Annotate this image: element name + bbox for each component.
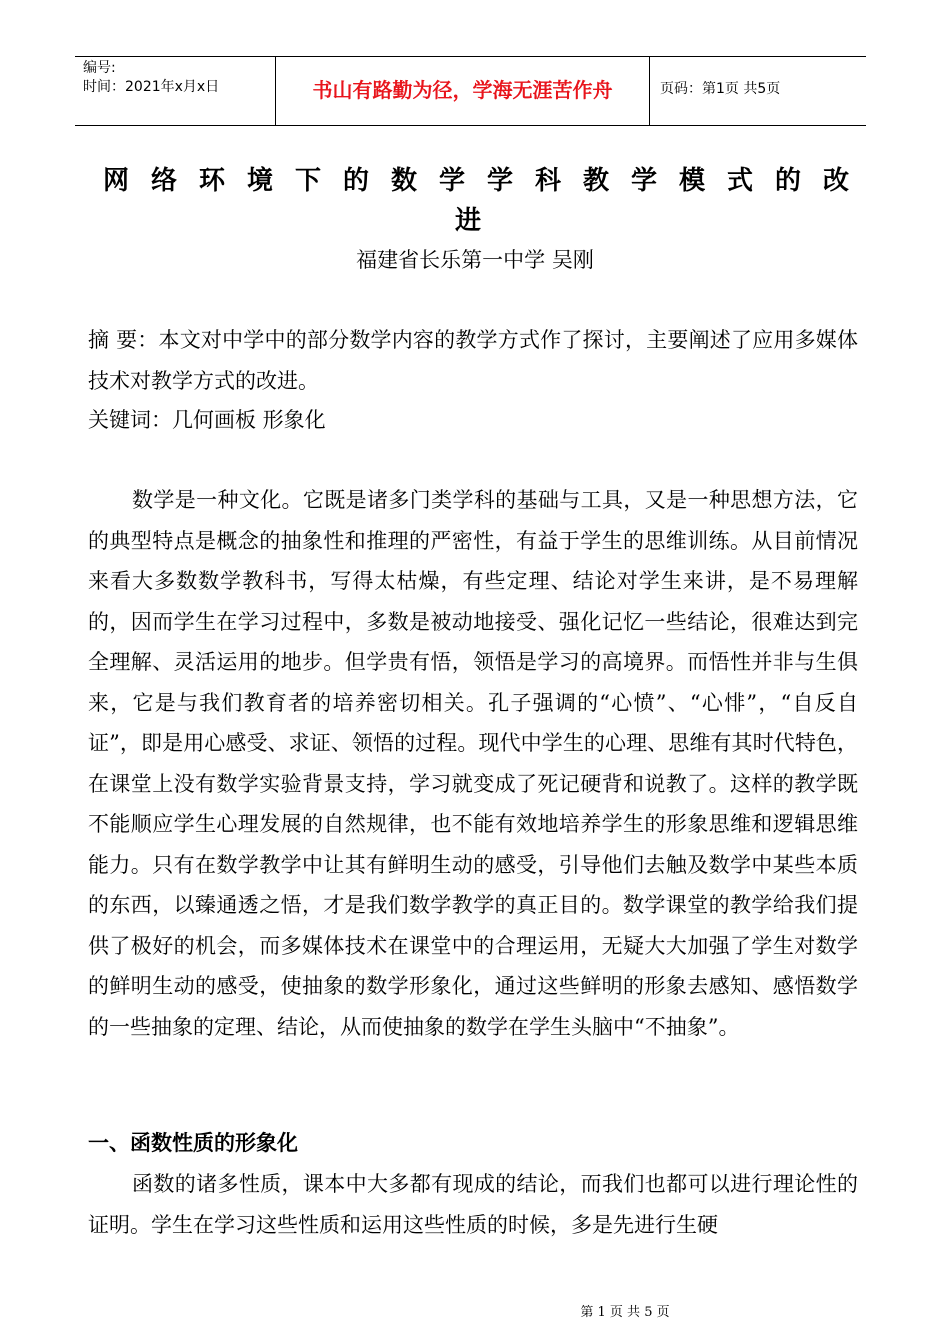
body-paragraph-2: 函数的诸多性质，课本中大多都有现成的结论，而我们也都可以进行理论性的证明。学生在学习这些性质和运用这些性质的时候，多是先进行生硬: [88, 1172, 858, 1237]
keywords-line: 关键词：几何画板 形象化: [88, 408, 326, 432]
body-paragraph-1: 数学是一种文化。它既是诸多门类学科的基础与工具，又是一种思想方法，它的典型特点是概念的抽象性和推理的严密性，有益于学生的思维训练。从目前情况来看大多数数学教科书，写得太枯燥，有些定理、结论对学生来讲，是不易理解的，因而学生在学习过程中，多数是被动地接受、强化记忆一些结论，很难达到完全理解、灵活运用的地步。但学贵有悟，领悟是学习的高境界。而悟性并非与生俱来，它是与我们教育者的培养密切相关。孔子强调的“心愤”、“心悱”，“自反自证”，即是用心感受、求证、领悟的过程。现代中学生的心理、思维有其时代特色，在课堂上没有数学实验背景支持，学习就变成了死记硬背和说教了。这样的教学既不能顺应学生心理发展的自然规律，也不能有效地培养学生的形象思维和逻辑思维能力。只有在数学教学中让其有鲜明生动的感受，引导他们去触及数学中某些本质的东西，以臻通透之悟，才是我们数学教学的真正目的。数学课堂的教学给我们提供了极好的机会，而多媒体技术在课堂中的合理运用，无疑大大加强了学生对数学的鲜明生动的感受，使抽象的数学形象化，通过这些鲜明的形象去感知、感悟数学的一些抽象的定理、结论，从而使抽象的数学在学生头脑中“不抽象”。: [88, 488, 858, 1039]
document-author: 福建省长乐第一中学 吴刚: [356, 248, 594, 272]
document-title-line-2: 进: [454, 206, 481, 236]
header-motto: 书山有路勤为径，学海无涯苦作舟: [276, 57, 650, 125]
number-label: 编号:: [83, 60, 116, 76]
header-page-info: 页码：第1页 共5页: [660, 81, 781, 97]
section-heading-1: 一、函数性质的形象化: [88, 1131, 298, 1155]
page-footer: 第 1 页 共 5 页: [580, 1305, 670, 1320]
document-header: [75, 56, 866, 126]
document-title-line-1: 网络环境下的数学学科教学模式的改: [103, 166, 872, 196]
header-meta-cell: [75, 57, 276, 125]
abstract-paragraph: 摘 要：本文对中学中的部分数学内容的教学方式作了探讨，主要阐述了应用多媒体技术对教学方式的改进。: [88, 328, 858, 393]
time-label: 时间：2021年x月x日: [83, 79, 220, 95]
